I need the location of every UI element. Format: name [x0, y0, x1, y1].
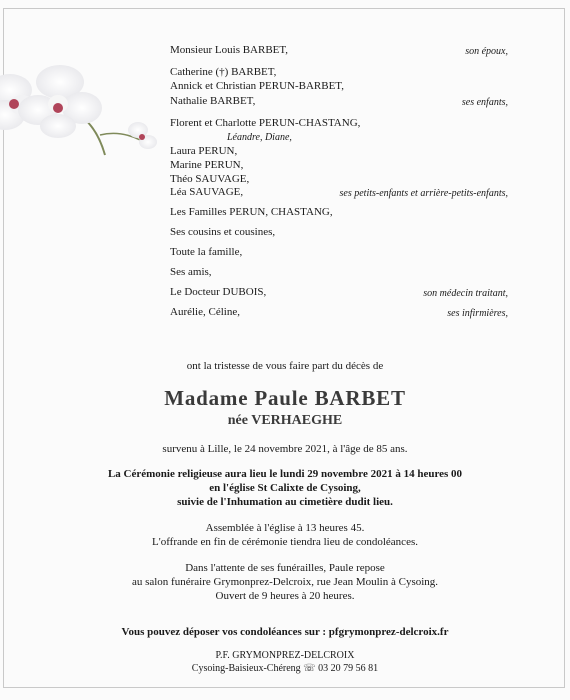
family-line: Léa SAUVAGE,: [170, 186, 244, 198]
condolences-text: Vous pouvez déposer vos condoléances sur : pfgrymonprez-delcroix.fr: [121, 626, 449, 638]
family-line: Le Docteur DUBOIS,: [170, 286, 267, 298]
death-details: survenu à Lille, le 24 novembre 2021, à l'âge de 85 ans.: [162, 443, 408, 455]
family-line: Toute la famille,: [170, 246, 243, 258]
funeral-company-name: P.F. GRYMONPREZ-DELCROIX: [215, 650, 355, 661]
announcement-text: ont la tristesse de vous faire part du décès de: [186, 360, 384, 372]
family-line: Théo SAUVAGE,: [170, 173, 250, 185]
orchid-flowers-image: [0, 60, 175, 180]
family-line: Nathalie BARBET,: [170, 95, 256, 107]
maiden-name: née VERHAEGHE: [227, 413, 343, 428]
family-line-children: Léandre, Diane,: [227, 132, 292, 143]
ceremony-line: suivie de l'Inhumation au cimetière dudit lieu.: [177, 496, 393, 508]
funeral-home-line: Dans l'attente de ses funérailles, Paule repose: [185, 562, 385, 574]
relation-label: son médecin traitant,: [423, 288, 508, 299]
family-line: Marine PERUN,: [170, 159, 244, 171]
gathering-line: Assemblée à l'église à 13 heures 45.: [205, 522, 365, 534]
relation-label: ses infirmières,: [447, 308, 508, 319]
ceremony-line: La Cérémonie religieuse aura lieu le lundi 29 novembre 2021 à 14 heures 00: [107, 468, 463, 480]
funeral-company-contact: Cysoing-Baisieux-Chéreng ☏ 03 20 79 56 81: [191, 663, 379, 674]
family-line: Les Familles PERUN, CHASTANG,: [170, 206, 333, 218]
family-line: Laura PERUN,: [170, 145, 238, 157]
deceased-name: Madame Paule BARBET: [164, 386, 406, 410]
relation-label: son époux,: [465, 46, 508, 57]
funeral-home-line: au salon funéraire Grymonprez-Delcroix, rue Jean Moulin à Cysoing.: [131, 576, 439, 588]
gathering-line: L'offrande en fin de cérémonie tiendra lieu de condoléances.: [152, 536, 418, 548]
relation-label: ses petits-enfants et arrière-petits-enfants,: [339, 188, 508, 199]
relation-label: ses enfants,: [461, 97, 508, 108]
family-line: Catherine (†) BARBET,: [170, 66, 277, 78]
family-line: Ses amis,: [170, 266, 212, 278]
family-line: Monsieur Louis BARBET,: [170, 44, 289, 56]
funeral-home-line: Ouvert de 9 heures à 20 heures.: [215, 590, 355, 602]
family-line: Florent et Charlotte PERUN-CHASTANG,: [170, 117, 361, 129]
family-line: Aurélie, Céline,: [170, 306, 240, 318]
family-line: Annick et Christian PERUN-BARBET,: [170, 80, 344, 92]
ceremony-line: en l'église St Calixte de Cysoing,: [209, 482, 361, 494]
family-line: Ses cousins et cousines,: [170, 226, 276, 238]
